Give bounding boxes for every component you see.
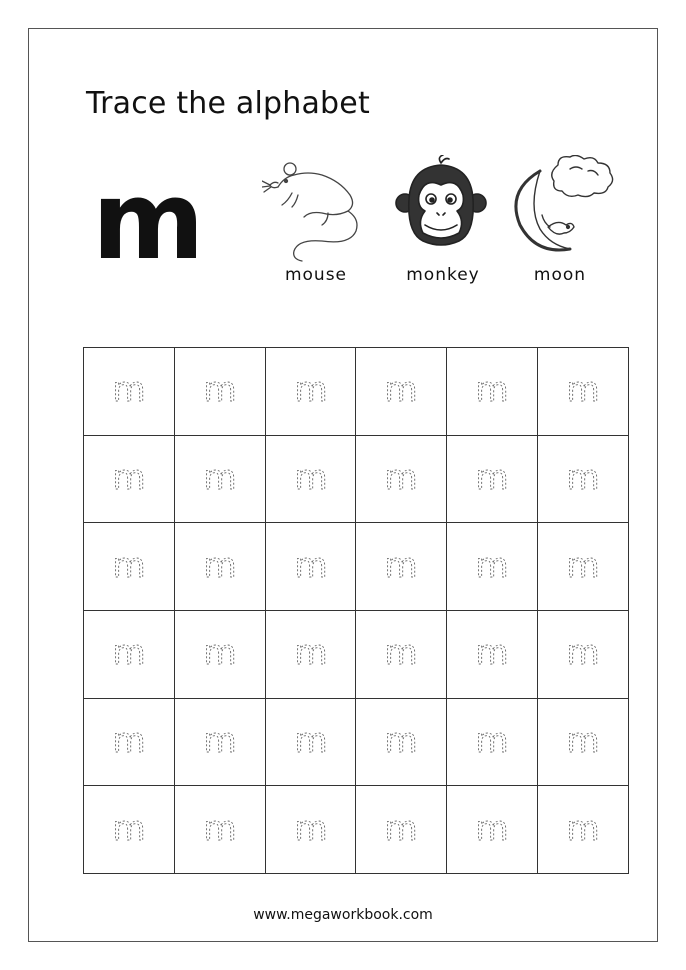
dashed-trace-letter <box>200 815 240 845</box>
trace-letter-text: m <box>475 463 509 494</box>
trace-cell[interactable] <box>174 348 265 436</box>
dashed-trace-letter <box>472 727 512 757</box>
trace-letter-text: m <box>203 551 237 582</box>
dashed-trace-letter <box>109 552 149 582</box>
dashed-trace-letter <box>563 376 603 406</box>
trace-letter-text: m <box>475 376 509 407</box>
trace-cell[interactable] <box>84 610 175 698</box>
dashed-trace-letter <box>563 552 603 582</box>
worksheet-title: Trace the alphabet <box>86 86 370 121</box>
trace-letter-text: m <box>384 814 418 845</box>
dashed-trace-letter <box>109 815 149 845</box>
trace-cell[interactable] <box>265 610 356 698</box>
trace-letter-text: m <box>294 463 328 494</box>
dashed-trace-letter <box>200 552 240 582</box>
trace-cell[interactable] <box>447 348 538 436</box>
trace-cell[interactable] <box>265 435 356 523</box>
trace-letter-text: m <box>566 814 600 845</box>
trace-letter-text: m <box>294 814 328 845</box>
trace-cell[interactable] <box>356 435 447 523</box>
trace-letter-text: m <box>294 639 328 670</box>
dashed-trace-letter <box>200 639 240 669</box>
dashed-trace-letter <box>381 815 421 845</box>
trace-letter-text: m <box>112 376 146 407</box>
trace-cell[interactable] <box>174 698 265 786</box>
trace-letter-text: m <box>294 726 328 757</box>
trace-cell[interactable] <box>84 348 175 436</box>
trace-letter-text: m <box>203 814 237 845</box>
grid-row <box>84 786 629 874</box>
trace-letter-text: m <box>566 551 600 582</box>
tracing-grid <box>83 347 629 874</box>
trace-cell[interactable] <box>356 786 447 874</box>
grid-row <box>84 698 629 786</box>
trace-cell[interactable] <box>174 435 265 523</box>
trace-cell[interactable] <box>174 523 265 611</box>
trace-letter-text: m <box>112 551 146 582</box>
trace-cell[interactable] <box>447 610 538 698</box>
trace-letter-text: m <box>384 463 418 494</box>
trace-cell[interactable] <box>265 523 356 611</box>
dashed-trace-letter <box>381 376 421 406</box>
trace-letter-text: m <box>112 726 146 757</box>
dashed-trace-letter <box>563 639 603 669</box>
trace-cell[interactable] <box>538 523 629 611</box>
dashed-trace-letter <box>563 727 603 757</box>
trace-cell[interactable] <box>84 435 175 523</box>
dashed-trace-letter <box>291 464 331 494</box>
trace-cell[interactable] <box>84 786 175 874</box>
grid-row <box>84 435 629 523</box>
dashed-trace-letter <box>200 376 240 406</box>
trace-letter-text: m <box>475 551 509 582</box>
dashed-trace-letter <box>381 464 421 494</box>
trace-cell[interactable] <box>356 523 447 611</box>
dashed-trace-letter <box>200 464 240 494</box>
dashed-trace-letter <box>200 727 240 757</box>
mouse-icon <box>262 155 362 263</box>
trace-letter-text: m <box>566 376 600 407</box>
dashed-trace-letter <box>472 376 512 406</box>
dashed-trace-letter <box>291 376 331 406</box>
trace-cell[interactable] <box>538 435 629 523</box>
trace-letter-text: m <box>566 463 600 494</box>
dashed-trace-letter <box>472 552 512 582</box>
dashed-trace-letter <box>109 464 149 494</box>
dashed-trace-letter <box>472 815 512 845</box>
dashed-trace-letter <box>472 639 512 669</box>
trace-letter-text: m <box>294 551 328 582</box>
picture-word-moon: moon <box>533 265 587 285</box>
trace-letter-text: m <box>112 814 146 845</box>
trace-letter-text: m <box>475 814 509 845</box>
trace-letter-text: m <box>384 639 418 670</box>
trace-letter-text: m <box>566 639 600 670</box>
dashed-trace-letter <box>381 727 421 757</box>
trace-letter-text: m <box>203 376 237 407</box>
trace-letter-text: m <box>384 376 418 407</box>
trace-cell[interactable] <box>174 786 265 874</box>
grid-row <box>84 523 629 611</box>
moon-icon <box>510 155 618 255</box>
trace-letter-text: m <box>566 726 600 757</box>
dashed-trace-letter <box>472 464 512 494</box>
trace-cell[interactable] <box>174 610 265 698</box>
trace-cell[interactable] <box>538 698 629 786</box>
trace-cell[interactable] <box>538 348 629 436</box>
trace-letter-text: m <box>203 726 237 757</box>
trace-letter-text: m <box>203 463 237 494</box>
trace-cell[interactable] <box>265 698 356 786</box>
trace-cell[interactable] <box>447 786 538 874</box>
picture-word-mouse: mouse <box>284 265 348 285</box>
dashed-trace-letter <box>291 639 331 669</box>
trace-cell[interactable] <box>265 348 356 436</box>
trace-cell[interactable] <box>84 698 175 786</box>
trace-cell[interactable] <box>356 698 447 786</box>
trace-letter-text: m <box>384 726 418 757</box>
trace-letter-text: m <box>475 726 509 757</box>
dashed-trace-letter <box>109 727 149 757</box>
dashed-trace-letter <box>291 815 331 845</box>
dashed-trace-letter <box>291 727 331 757</box>
trace-cell[interactable] <box>84 523 175 611</box>
dashed-trace-letter <box>381 552 421 582</box>
dashed-trace-letter <box>291 552 331 582</box>
trace-cell[interactable] <box>538 786 629 874</box>
trace-cell[interactable] <box>356 348 447 436</box>
grid-row <box>84 348 629 436</box>
dashed-trace-letter <box>563 464 603 494</box>
footer-url: www.megaworkbook.com <box>253 907 433 923</box>
trace-letter-text: m <box>294 376 328 407</box>
trace-cell[interactable] <box>356 610 447 698</box>
trace-letter-text: m <box>112 463 146 494</box>
monkey-icon <box>395 155 487 249</box>
featured-letter: m <box>92 159 205 284</box>
trace-cell[interactable] <box>447 698 538 786</box>
trace-cell[interactable] <box>447 435 538 523</box>
trace-letter-text: m <box>475 639 509 670</box>
trace-cell[interactable] <box>538 610 629 698</box>
dashed-trace-letter <box>109 376 149 406</box>
dashed-trace-letter <box>563 815 603 845</box>
trace-letter-text: m <box>112 639 146 670</box>
dashed-trace-letter <box>109 639 149 669</box>
trace-cell[interactable] <box>265 786 356 874</box>
grid-row <box>84 610 629 698</box>
picture-word-monkey: monkey <box>406 265 480 285</box>
trace-cell[interactable] <box>447 523 538 611</box>
dashed-trace-letter <box>381 639 421 669</box>
trace-letter-text: m <box>203 639 237 670</box>
trace-letter-text: m <box>384 551 418 582</box>
